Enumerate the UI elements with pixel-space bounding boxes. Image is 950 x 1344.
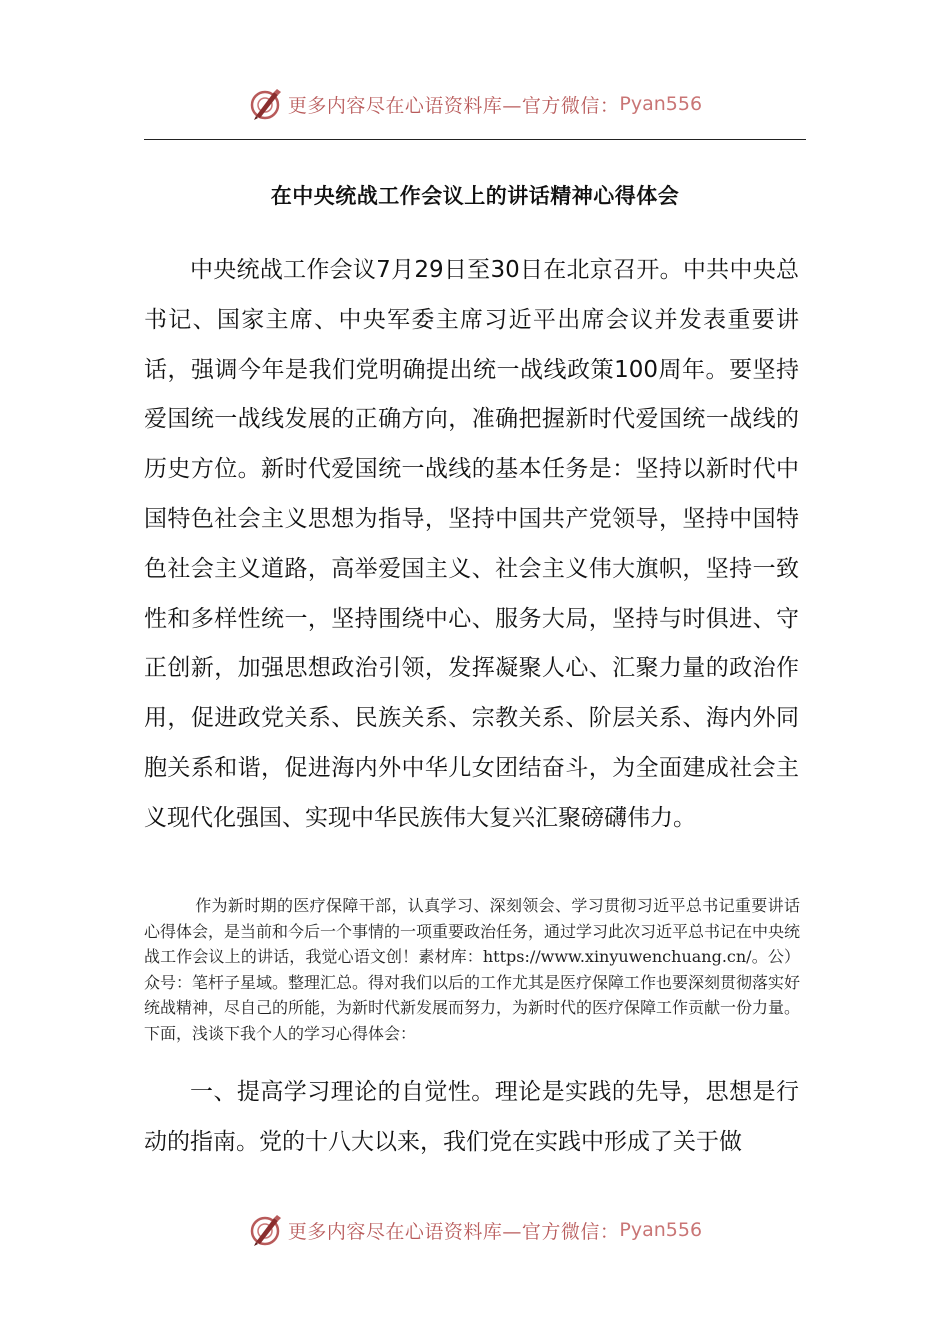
header-divider bbox=[144, 139, 806, 140]
banner-wechat-id: Pyan556 bbox=[619, 1219, 703, 1241]
header-banner bbox=[0, 84, 950, 124]
document-title: 在中央统战工作会议上的讲话精神心得体会 bbox=[270, 184, 680, 208]
footer-banner bbox=[0, 1210, 950, 1250]
paragraph-3: 一、提高学习理论的自觉性。理论是实践的先导，思想是行动的指南。党的十八大以来，我们党在实践中形成了关于做 bbox=[144, 1079, 799, 1155]
banner-text: 更多内容尽在心语资料库—官方微信： bbox=[287, 94, 620, 117]
pen-logo-icon bbox=[248, 86, 284, 122]
banner-wechat-id: Pyan556 bbox=[619, 93, 703, 115]
paragraph-2: 作为新时期的医疗保障干部，认真学习、深刻领会、学习贯彻习近平总书记重要讲话心得体会，是当前和今后一个事情的一项重要政治任务，通过学习此次习近平总书记在中央统战工作会议上的讲话，我觉心语文创！素材库：https://www.xinyuwenchuang.cn/。公）众号：笔杆子星域。整理汇总。得对我们以后的工作尤其是医疗保障工作也要深刻贯彻落实好统战精神，尽自己的所能，为新时代新发展而努力，为新时代的医疗保障工作贡献一份力量。下面，浅谈下我个人的学习心得体会： bbox=[144, 896, 801, 1043]
pen-logo-icon bbox=[248, 1212, 284, 1248]
banner-text: 更多内容尽在心语资料库—官方微信： bbox=[287, 1220, 620, 1243]
paragraph-1: 中央统战工作会议7月29日至30日在北京召开。中共中央总书记、国家主席、中央军委主席习近平出席会议并发表重要讲话，强调今年是我们党明确提出统一战线政策100周年。要坚持爱国统一战线发展的正确方向，准确把握新时代爱国统一战线的历史方位。新时代爱国统一战线的基本任务是：坚持以新时代中国特色社会主义思想为指导，坚持中国共产党领导，坚持中国特色社会主义道路，高举爱国主义、社会主义伟大旗帜，坚持一致性和多样性统一，坚持围绕中心、服务大局，坚持与时俱进、守正创新，加强思想政治引领，发挥凝聚人心、汇聚力量的政治作用，促进政党关系、民族关系、宗教关系、阶层关系、海内外同胞关系和谐，促进海内外中华儿女团结奋斗，为全面建成社会主义现代化强国、实现中华民族伟大复兴汇聚磅礴伟力。 bbox=[144, 257, 799, 831]
